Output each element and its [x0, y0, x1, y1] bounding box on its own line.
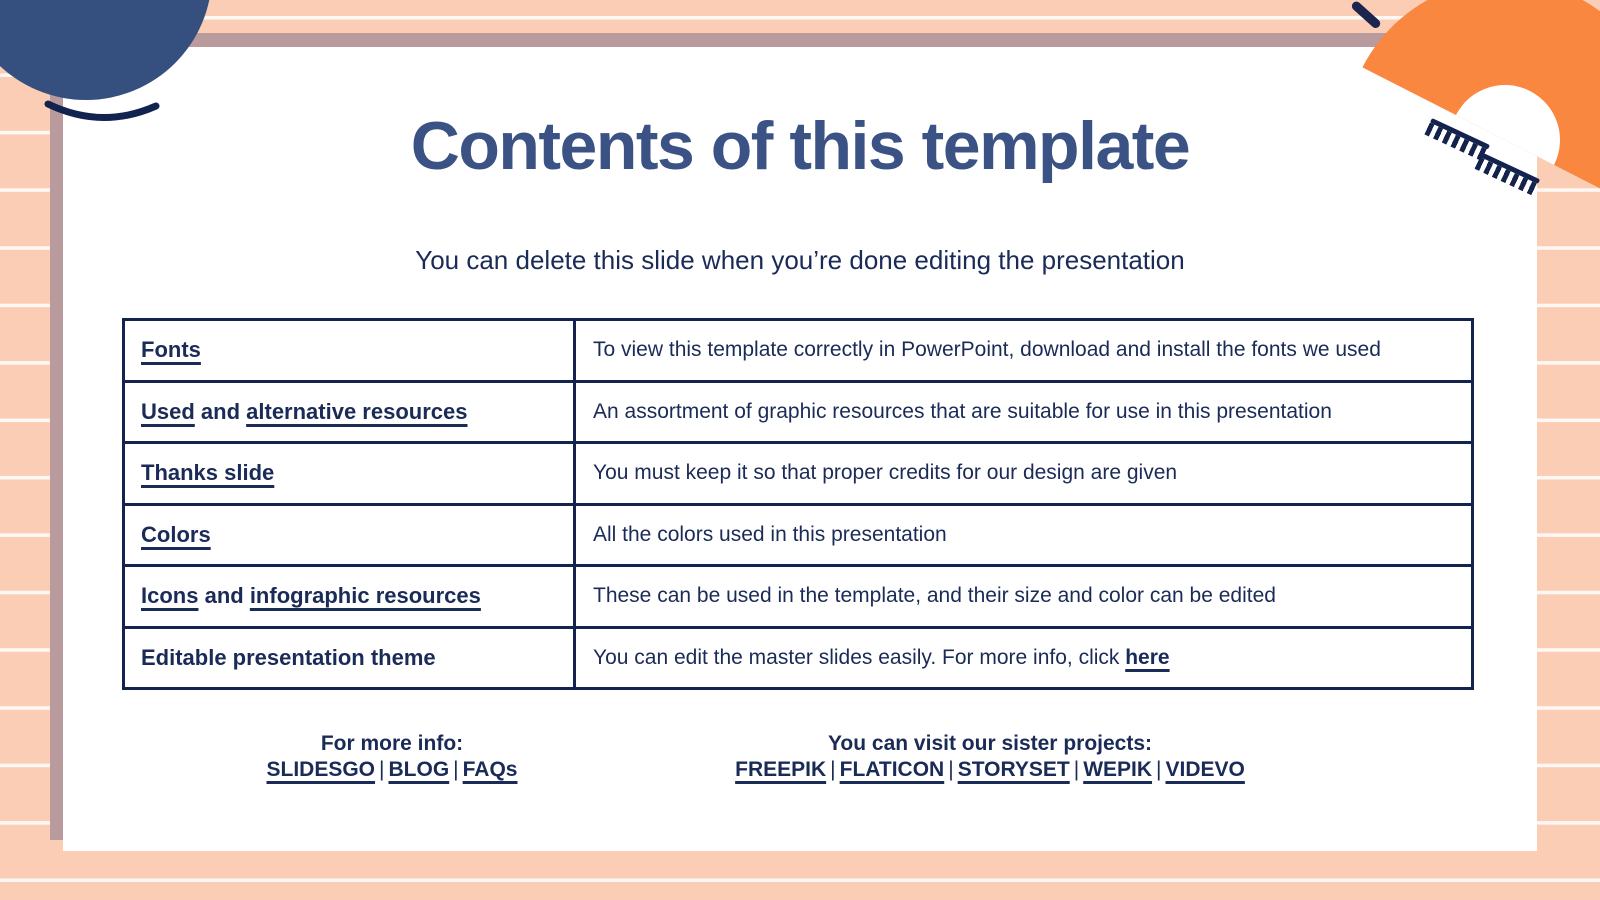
infographic-resources-link[interactable]: infographic resources — [249, 583, 481, 609]
description-text: You must keep it so that proper credits for our design are given — [593, 461, 1178, 485]
link-separator: | — [379, 758, 385, 781]
table-description-cell — [575, 627, 1473, 689]
thanks-slide-link[interactable]: Thanks slide — [141, 460, 275, 486]
wepik-link[interactable]: WEPIK — [1083, 758, 1153, 781]
icons-link[interactable]: Icons — [141, 583, 199, 609]
table-label-cell — [124, 566, 575, 628]
table-row — [124, 320, 1473, 382]
here-link[interactable]: here — [1125, 645, 1170, 669]
videvo-link[interactable]: VIDEVO — [1165, 758, 1245, 781]
description-text: These can be used in the template, and their size and color can be edited — [593, 584, 1276, 608]
table-label-cell — [124, 627, 575, 689]
table-row — [124, 566, 1473, 628]
table-description-cell — [575, 504, 1473, 566]
footer-sister-projects — [630, 731, 1350, 783]
table-description-cell — [575, 381, 1473, 443]
link-separator: | — [830, 758, 836, 781]
blog-link[interactable]: BLOG — [388, 758, 450, 781]
label-text: and — [198, 583, 250, 609]
contents-table — [122, 318, 1474, 690]
table-row — [124, 381, 1473, 443]
table-row — [124, 627, 1473, 689]
table-label-cell — [124, 381, 575, 443]
description-text: An assortment of graphic resources that are suitable for use in this presentation — [593, 399, 1332, 423]
description-text: You can edit the master slides easily. For more info, click — [593, 645, 1126, 669]
flaticon-link[interactable]: FLATICON — [839, 758, 945, 781]
table-label-cell — [124, 443, 575, 505]
table-label-cell — [124, 320, 575, 382]
fonts-link[interactable]: Fonts — [141, 337, 201, 363]
swoosh-icon — [42, 96, 162, 132]
slide-subtitle: You can delete this slide when you’re done editing the presentation — [415, 245, 1185, 275]
slide-title: Contents of this template — [410, 108, 1190, 184]
footer-sister-links — [630, 757, 1350, 783]
used-link[interactable]: Used — [141, 398, 195, 424]
colors-link[interactable]: Colors — [141, 521, 211, 547]
storyset-link[interactable]: STORYSET — [957, 758, 1070, 781]
table-row — [124, 504, 1473, 566]
faqs-link[interactable]: FAQs — [462, 758, 518, 781]
table-description-cell — [575, 443, 1473, 505]
label-text: Editable presentation theme — [141, 644, 436, 670]
footer-info — [132, 731, 652, 783]
footer-info-heading: For more info: — [320, 732, 464, 755]
footer-info-links — [132, 757, 652, 783]
link-separator: | — [453, 758, 459, 781]
freepik-link[interactable]: FREEPIK — [735, 758, 827, 781]
slidesgo-link[interactable]: SLIDESGO — [266, 758, 376, 781]
link-separator: | — [1073, 758, 1080, 781]
link-separator: | — [948, 758, 954, 781]
description-text: All the colors used in this presentation — [593, 522, 947, 546]
table-row — [124, 443, 1473, 505]
label-text: and — [194, 398, 247, 424]
alternative-resources-link[interactable]: alternative resources — [246, 398, 468, 424]
link-separator: | — [1156, 758, 1162, 781]
footer-sister-heading: You can visit our sister projects: — [827, 732, 1153, 755]
protractor-icon — [1295, 0, 1600, 350]
table-label-cell — [124, 504, 575, 566]
description-text: To view this template correctly in PowerPoint, download and install the fonts we used — [593, 338, 1381, 362]
table-description-cell — [575, 566, 1473, 628]
